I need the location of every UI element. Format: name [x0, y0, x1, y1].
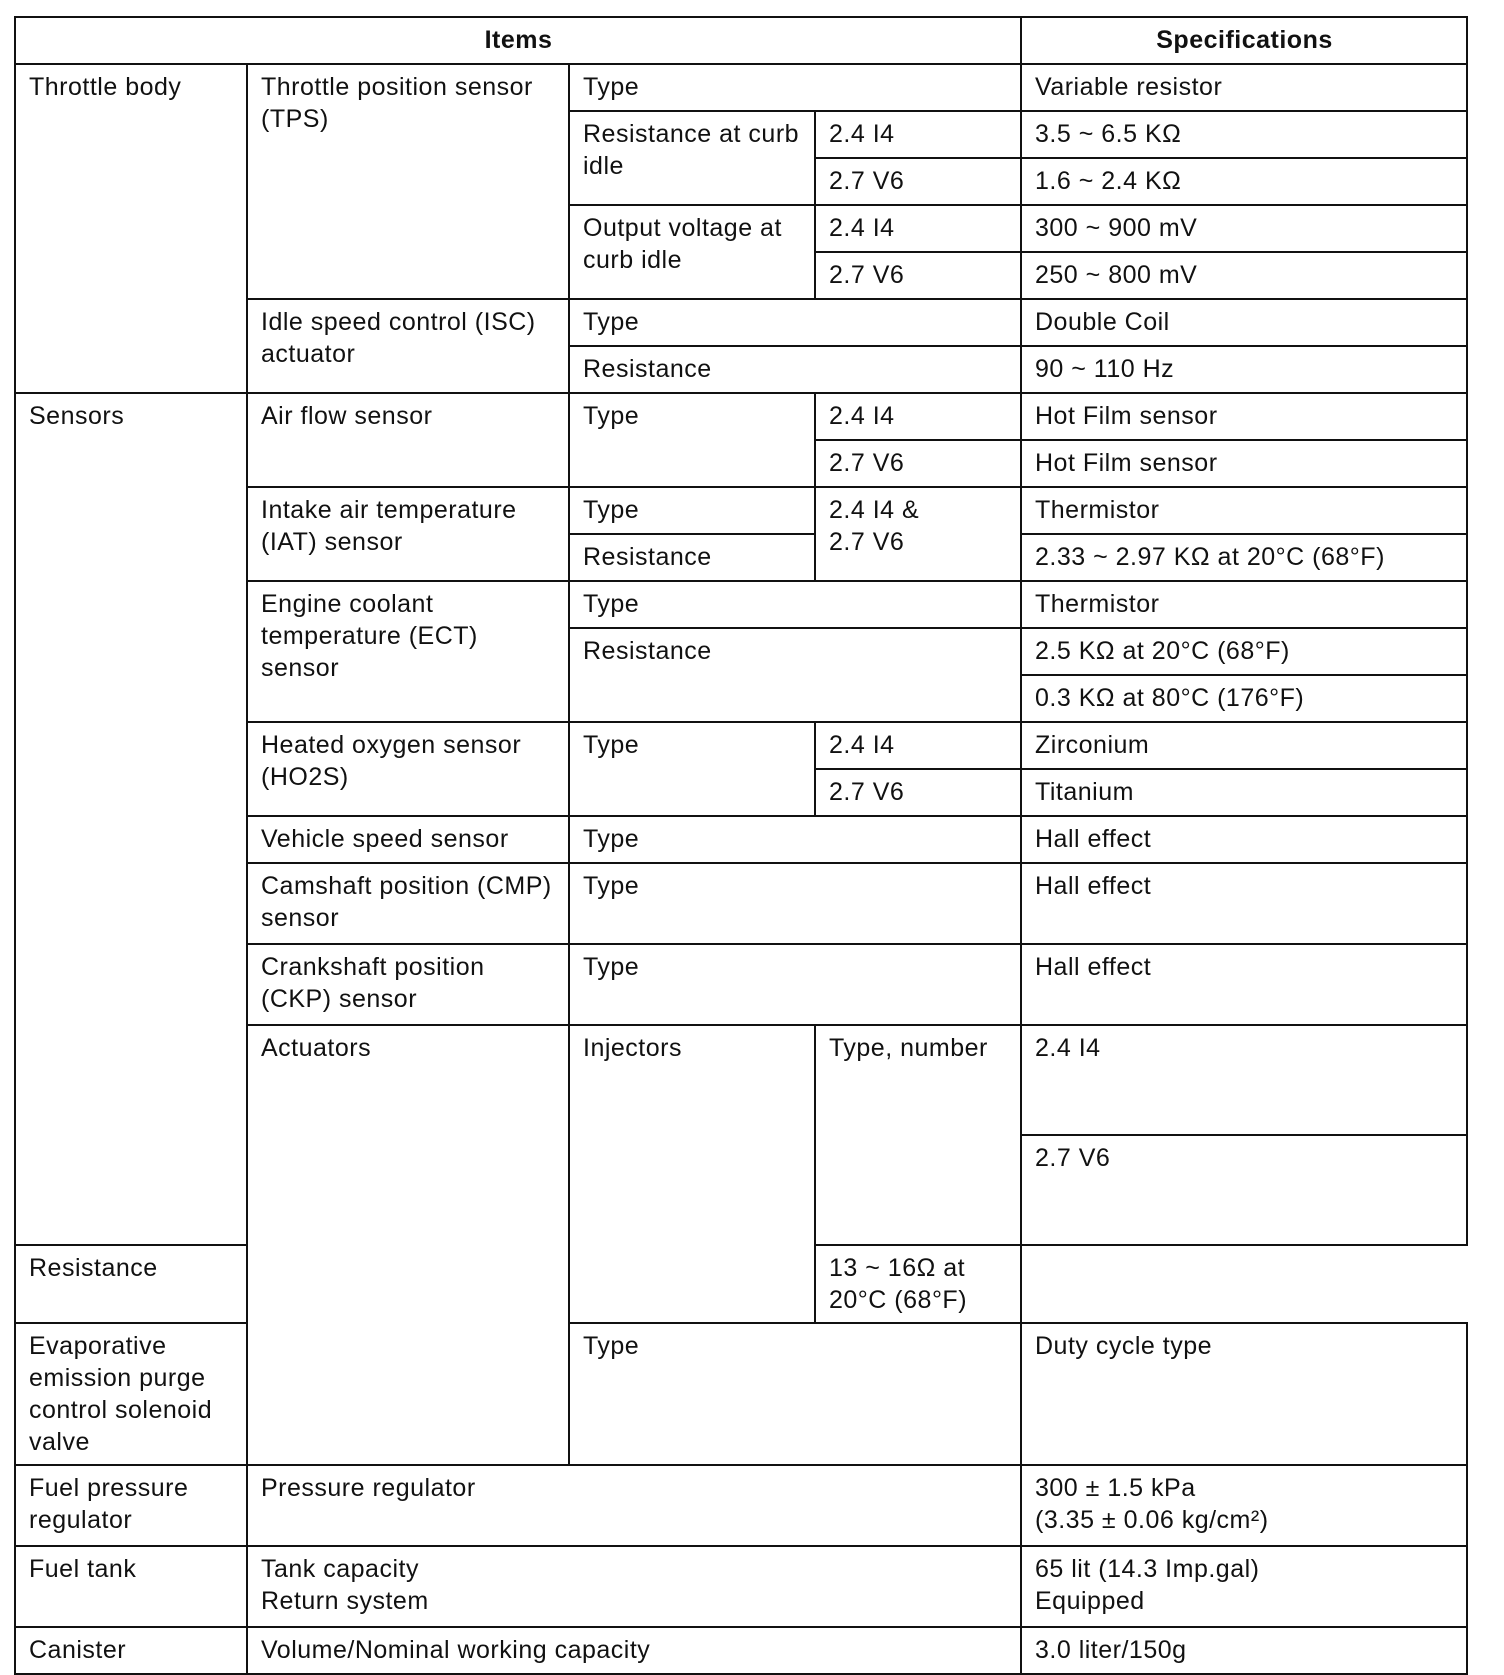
- table-row: [15, 1546, 1467, 1627]
- engine-label: 2.7 V6: [815, 252, 1021, 299]
- spec-value: Titanium: [1021, 769, 1467, 816]
- spec-value: 300 ± 1.5 kPa (3.35 ± 0.06 kg/cm²): [1021, 1465, 1467, 1546]
- tps-type-value: Variable resistor: [1021, 64, 1467, 111]
- spec-value: Hot Film sensor: [1021, 393, 1467, 440]
- spec-value: 3.5 ~ 6.5 KΩ: [1021, 111, 1467, 158]
- engine-label: 2.7 V6: [815, 158, 1021, 205]
- item-ho2s: Heated oxygen sensor (HO2S): [247, 722, 569, 816]
- spec-value: 0.3 KΩ at 80°C (176°F): [1021, 675, 1467, 722]
- engine-label: 2.7 V6: [1021, 1135, 1467, 1245]
- spec-value: 90 ~ 110 Hz: [1021, 346, 1467, 393]
- table-row: [15, 393, 1467, 440]
- item-tps: Throttle position sensor (TPS): [247, 64, 569, 299]
- spec-value: 1.6 ~ 2.4 KΩ: [1021, 158, 1467, 205]
- item-isc: Idle speed control (ISC) actuator: [247, 299, 569, 393]
- spec-value: 2.33 ~ 2.97 KΩ at 20°C (68°F): [1021, 534, 1467, 581]
- spec-value: Hall effect: [1021, 944, 1467, 1025]
- specifications-table: [14, 16, 1468, 1675]
- engine-label: 2.4 I4 & 2.7 V6: [815, 487, 1021, 581]
- spec-value: Hot Film sensor: [1021, 440, 1467, 487]
- table-row: [15, 1627, 1467, 1674]
- ect-type-label: Type: [569, 581, 1021, 628]
- item-cmp-sensor: Camshaft position (CMP) sensor: [247, 863, 569, 944]
- spec-value: 250 ~ 800 mV: [1021, 252, 1467, 299]
- group-throttle-body: Throttle body: [15, 64, 247, 393]
- specifications-header: Specifications: [1021, 17, 1467, 64]
- item-canister-volume: Volume/Nominal working capacity: [247, 1627, 1021, 1674]
- ect-resistance-label: Resistance: [569, 628, 1021, 722]
- isc-resistance-label: Resistance: [569, 346, 1021, 393]
- item-purge-valve: Evaporative emission purge control solenoid valve: [15, 1323, 247, 1465]
- item-air-flow-sensor: Air flow sensor: [247, 393, 569, 487]
- spec-value: Thermistor: [1021, 581, 1467, 628]
- injectors-type-label: Type, number: [815, 1025, 1021, 1245]
- items-header: Items: [15, 17, 1021, 64]
- engine-label: 2.4 I4: [815, 111, 1021, 158]
- spec-value: Hall effect: [1021, 863, 1467, 944]
- item-ect-sensor: Engine coolant temperature (ECT) sensor: [247, 581, 569, 722]
- vss-type-label: Type: [569, 816, 1021, 863]
- item-vehicle-speed-sensor: Vehicle speed sensor: [247, 816, 569, 863]
- item-pressure-regulator: Pressure regulator: [247, 1465, 1021, 1546]
- engine-label: 2.4 I4: [1021, 1025, 1467, 1135]
- ckp-type-label: Type: [569, 944, 1021, 1025]
- iat-type-label: Type: [569, 487, 815, 534]
- spec-value: 13 ~ 16Ω at 20°C (68°F): [815, 1245, 1021, 1323]
- item-ckp-sensor: Crankshaft position (CKP) sensor: [247, 944, 569, 1025]
- spec-value: Double Coil: [1021, 299, 1467, 346]
- group-fuel-pressure-regulator: Fuel pressure regulator: [15, 1465, 247, 1546]
- group-sensors: Sensors: [15, 393, 247, 1245]
- item-fuel-tank: Tank capacity Return system: [247, 1546, 1021, 1627]
- spec-value: Hall effect: [1021, 816, 1467, 863]
- spec-value: 300 ~ 900 mV: [1021, 205, 1467, 252]
- spec-value: Zirconium: [1021, 722, 1467, 769]
- tps-type-label: Type: [569, 64, 1021, 111]
- header-row: [15, 17, 1467, 64]
- engine-label: 2.7 V6: [815, 440, 1021, 487]
- spec-value: 65 lit (14.3 Imp.gal) Equipped: [1021, 1546, 1467, 1627]
- engine-label: 2.7 V6: [815, 769, 1021, 816]
- table-row: [15, 64, 1467, 111]
- group-canister: Canister: [15, 1627, 247, 1674]
- spec-value: Thermistor: [1021, 487, 1467, 534]
- table-row: [15, 1465, 1467, 1546]
- injectors-resistance-label: Resistance: [15, 1245, 569, 1323]
- purge-type-label: Type: [569, 1323, 1021, 1465]
- engine-label: 2.4 I4: [815, 722, 1021, 769]
- item-injectors: Injectors: [569, 1025, 815, 1323]
- spec-value: Duty cycle type: [1021, 1323, 1467, 1465]
- air-flow-type-label: Type: [569, 393, 815, 487]
- group-actuators: Actuators: [247, 1025, 569, 1465]
- iat-resistance-label: Resistance: [569, 534, 815, 581]
- spec-value: 3.0 liter/150g: [1021, 1627, 1467, 1674]
- group-fuel-tank: Fuel tank: [15, 1546, 247, 1627]
- isc-type-label: Type: [569, 299, 1021, 346]
- item-iat-sensor: Intake air temperature (IAT) sensor: [247, 487, 569, 581]
- engine-label: 2.4 I4: [815, 205, 1021, 252]
- engine-label: 2.4 I4: [815, 393, 1021, 440]
- ho2s-type-label: Type: [569, 722, 815, 816]
- cmp-type-label: Type: [569, 863, 1021, 944]
- spec-value: 2.5 KΩ at 20°C (68°F): [1021, 628, 1467, 675]
- tps-output-label: Output voltage at curb idle: [569, 205, 815, 299]
- table-row: [15, 1323, 1467, 1465]
- tps-resistance-label: Resistance at curb idle: [569, 111, 815, 205]
